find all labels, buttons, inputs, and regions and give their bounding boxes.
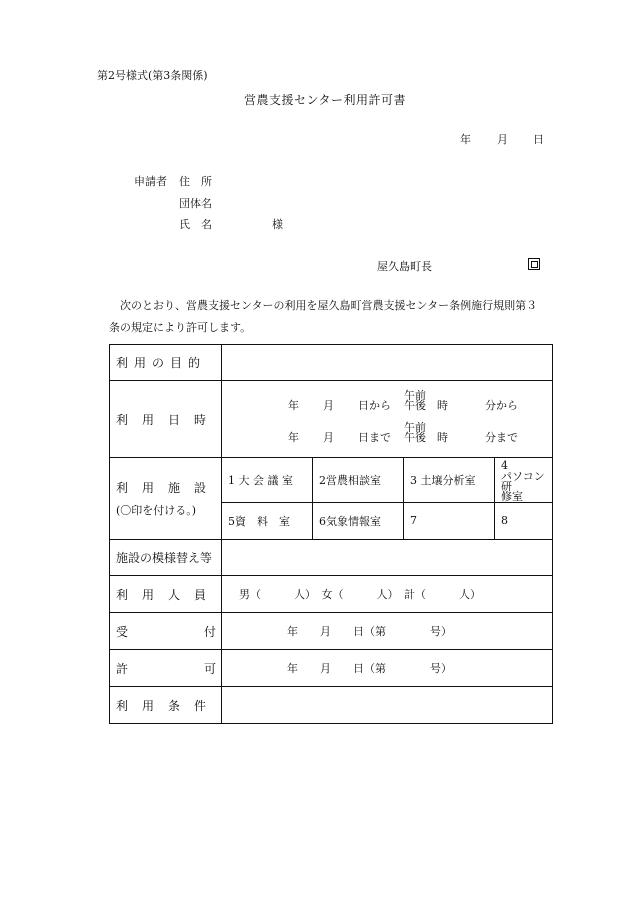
to-year: 年 bbox=[288, 431, 299, 444]
permit-label-a: 許 bbox=[116, 661, 129, 676]
datetime-row bbox=[110, 381, 553, 458]
to-ampm bbox=[404, 423, 426, 443]
to-day: 日まで bbox=[358, 431, 391, 444]
permit-row bbox=[110, 650, 553, 687]
to-minute: 分まで bbox=[485, 431, 518, 444]
facility-8: 8 bbox=[495, 502, 553, 539]
permit-table bbox=[109, 344, 553, 724]
facility-5: 5資 料 室 bbox=[222, 502, 313, 539]
conditions-label: 利用条件 bbox=[110, 687, 222, 724]
facility-4: 4 bbox=[501, 458, 508, 472]
form-number: 第2号様式(第3条関係) bbox=[97, 69, 208, 82]
to-hour: 時 bbox=[437, 431, 448, 444]
facility-1: 1 大 会 議 室 bbox=[222, 458, 313, 502]
facility-4-cell bbox=[495, 458, 553, 502]
datetime-label: 利用日時 bbox=[110, 381, 222, 458]
facility-7: 7 bbox=[404, 502, 495, 539]
reception-label-cell bbox=[110, 613, 222, 650]
org-label: 団体名 bbox=[179, 197, 212, 210]
from-year: 年 bbox=[288, 399, 299, 412]
facility-3: 3 土壌分析室 bbox=[404, 458, 495, 502]
permit-label-cell bbox=[110, 650, 222, 687]
issuer-name: 屋久島町長 bbox=[377, 260, 432, 273]
reception-label-a: 受 bbox=[116, 624, 129, 639]
facility-row bbox=[110, 458, 553, 540]
users-row bbox=[110, 576, 553, 613]
date-month: 月 bbox=[497, 133, 508, 146]
facility-6: 6気象情報室 bbox=[313, 502, 404, 539]
address-label: 住 所 bbox=[179, 175, 212, 188]
from-month: 月 bbox=[323, 399, 334, 412]
purpose-label: 利用の目的 bbox=[110, 345, 222, 381]
body-text-line1: 次のとおり、営農支援センターの利用を屋久島町営農支援センター条例施行規則第３ bbox=[120, 299, 538, 312]
facility-4-name bbox=[501, 469, 552, 503]
layout-change-row bbox=[110, 540, 553, 576]
purpose-value bbox=[222, 345, 553, 381]
reception-row bbox=[110, 613, 553, 650]
facility-label-cell bbox=[110, 458, 222, 540]
applicant-label: 申請者 bbox=[134, 175, 167, 188]
date-day: 日 bbox=[533, 133, 544, 146]
layout-change-label: 施設の模様替え等 bbox=[110, 540, 222, 576]
seal-stamp bbox=[528, 258, 540, 270]
from-day: 日から bbox=[358, 399, 391, 412]
facility-label: 利用施設 bbox=[116, 481, 221, 495]
facility-note: (〇印を付ける。) bbox=[116, 504, 197, 517]
datetime-value bbox=[222, 381, 553, 458]
facility-4-line1: パソコン研 bbox=[501, 469, 545, 493]
to-month: 月 bbox=[323, 431, 334, 444]
facility-4-line2: 修室 bbox=[501, 489, 523, 503]
from-am: 午前 bbox=[404, 389, 426, 402]
facility-grid-cell bbox=[222, 458, 553, 540]
name-label: 氏 名 bbox=[179, 218, 212, 231]
to-am: 午前 bbox=[404, 421, 426, 434]
conditions-value bbox=[222, 687, 553, 724]
permit-value: 年 月 日（第 号） bbox=[222, 650, 553, 687]
facility-grid bbox=[222, 458, 552, 539]
users-label: 利用人員 bbox=[110, 576, 222, 613]
from-pm: 午後 bbox=[404, 399, 426, 412]
users-value: 男（ 人） 女（ 人） 計（ 人） bbox=[222, 576, 553, 613]
sama-suffix: 様 bbox=[272, 218, 283, 231]
date-year: 年 bbox=[460, 133, 471, 146]
layout-change-value bbox=[222, 540, 553, 576]
reception-label-b: 付 bbox=[203, 624, 216, 639]
facility-2: 2営農相談室 bbox=[313, 458, 404, 502]
from-hour: 時 bbox=[437, 399, 448, 412]
from-ampm bbox=[404, 391, 426, 411]
conditions-row bbox=[110, 687, 553, 724]
purpose-row bbox=[110, 345, 553, 381]
body-text-line2: 条の規定により許可します。 bbox=[109, 321, 252, 334]
reception-value: 年 月 日（第 号） bbox=[222, 613, 553, 650]
document-title: 営農支援センター利用許可書 bbox=[244, 93, 407, 107]
permit-label-b: 可 bbox=[203, 661, 216, 676]
to-pm: 午後 bbox=[404, 431, 426, 444]
from-minute: 分から bbox=[485, 399, 518, 412]
